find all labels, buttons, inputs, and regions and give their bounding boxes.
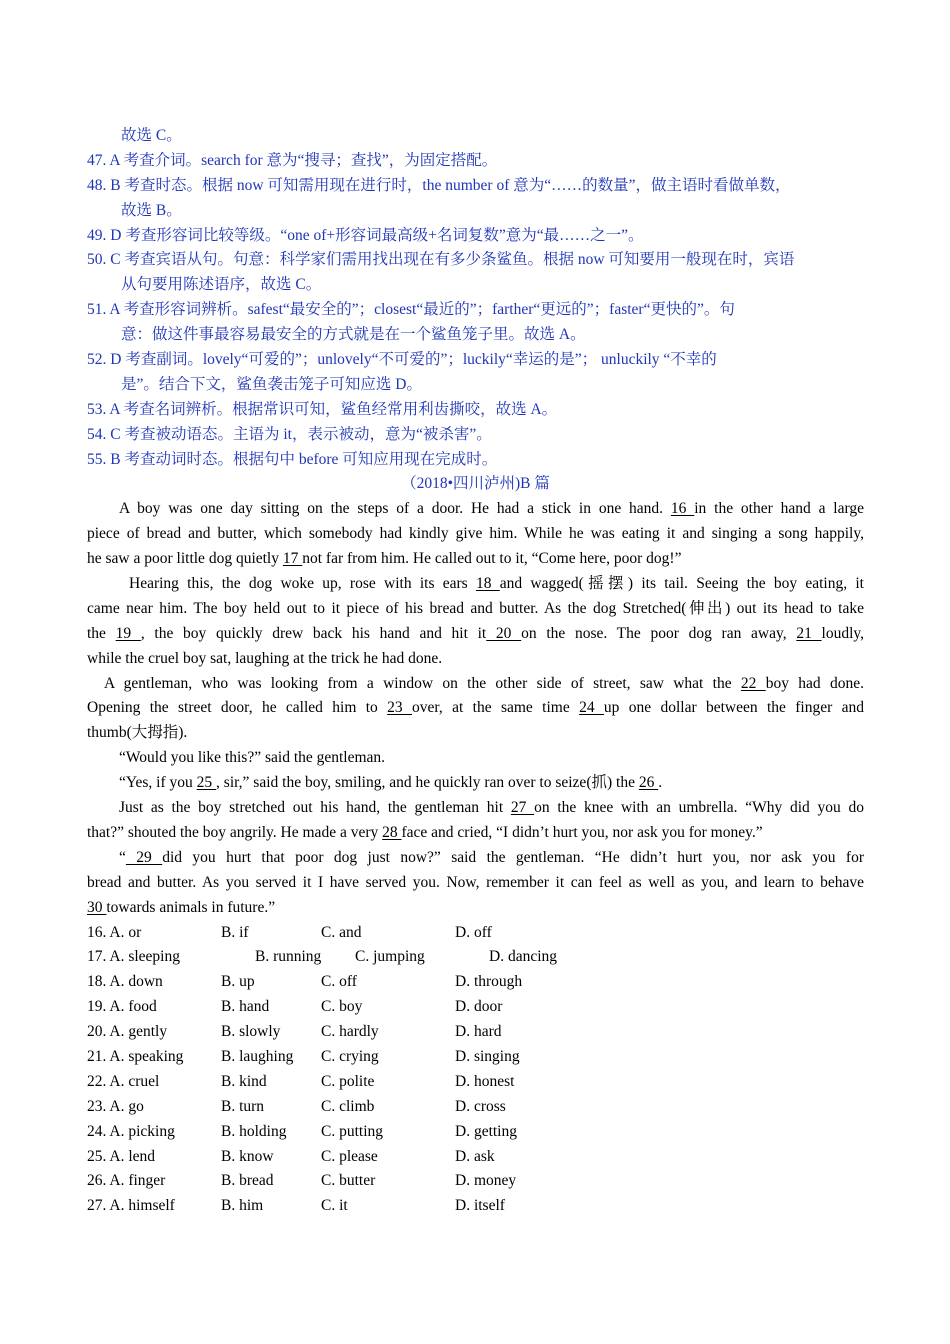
passage-text: A boy was one day sitting on the steps of a door. He had a stick in one hand. — [119, 500, 671, 518]
option-text: 20. A. gently — [87, 1023, 168, 1041]
option-text: D. honest — [455, 1072, 515, 1090]
blank-26: 26 — [638, 774, 659, 792]
passage-text: did you hurt that poor dog just now?” said the gentleman. “He didn’t hurt you, nor ask you for — [162, 848, 864, 866]
passage-text: in the other hand a large — [694, 500, 864, 518]
options-row — [87, 1120, 864, 1145]
blank-19: 19 — [115, 624, 141, 642]
blank-29: 29 — [125, 848, 163, 866]
answer-54: 54. C 考查被动语态。主语为 it，表示被动，意为“被杀害”。 — [87, 425, 492, 443]
answer-50-line2: 从句要用陈述语序，故选 C。 — [121, 276, 322, 294]
passage-text: A gentleman, who was looking from a window on the other side of street, saw what the — [104, 674, 741, 692]
options-row — [87, 1194, 864, 1219]
passage-line — [87, 672, 864, 697]
passage-text: “Yes, if you — [119, 774, 197, 792]
blank-21: 21 — [796, 624, 822, 642]
answer-47: 47. A 考查介词。search for 意为“搜寻；查找”，为固定搭配。 — [87, 151, 498, 169]
answer-50-line1: 50. C 考查宾语从句。句意：科学家们需用找出现在有多少条鲨鱼。根据 now 可知要用一般现在时，宾语 — [87, 251, 795, 269]
answer-51-line1: 51. A 考查形容词辨析。safest“最安全的”；closest“最近的”；farther“更远的”；faster“更快的”。句 — [87, 301, 735, 319]
option-text: C. boy — [321, 998, 363, 1016]
option-text: B. him — [221, 1197, 264, 1215]
options-row — [87, 995, 864, 1020]
passage-line — [87, 821, 864, 846]
option-text: 22. A. cruel — [87, 1072, 160, 1090]
option-text: D. singing — [455, 1047, 520, 1065]
option-text: B. if — [221, 923, 249, 941]
option-text: 17. A. sleeping — [87, 948, 180, 966]
option-text: 18. A. down — [87, 973, 163, 991]
blank-18: 18 — [475, 575, 500, 593]
option-text: 19. A. food — [87, 998, 157, 1016]
option-text: B. turn — [221, 1097, 265, 1115]
answer-46-tail: 故选 C。 — [121, 127, 182, 144]
blank-27: 27 — [510, 799, 535, 817]
blank-23: 23 — [387, 699, 412, 717]
passage-line: while the cruel boy sat, laughing at the trick he had done. — [87, 649, 443, 667]
blank-22: 22 — [740, 674, 766, 692]
options-row — [87, 1095, 864, 1120]
passage-line — [87, 497, 864, 522]
option-text: B. holding — [221, 1122, 287, 1140]
option-text: C. and — [321, 923, 362, 941]
option-text: D. ask — [455, 1147, 495, 1165]
answer-52-line1: 52. D 考查副词。lovely“可爱的”；unlovely“不可爱的”；luckily“幸运的是”； unluckily “不幸的 — [87, 351, 717, 369]
passage-text: loudly, — [821, 624, 864, 642]
section-title: （2018•四川泸州)B 篇 — [401, 475, 550, 493]
option-text: B. running — [255, 948, 322, 966]
option-text: D. off — [455, 923, 492, 941]
passage-line: piece of bread and butter, which somebody had kindly give him. While he was eating it and singing a song happily, — [87, 525, 864, 543]
option-text: 23. A. go — [87, 1097, 144, 1115]
option-text: 25. A. lend — [87, 1147, 156, 1165]
option-text: D. cross — [455, 1097, 506, 1115]
passage-line — [87, 547, 864, 572]
blank-30: 30 — [87, 898, 107, 916]
blank-25: 25 — [196, 774, 217, 792]
passage-text: not far from him. He called out to it, “Come here, poor dog!” — [302, 550, 682, 568]
passage-line — [87, 796, 864, 821]
option-text: C. butter — [321, 1172, 376, 1190]
passage-text: , the boy quickly drew back his hand and hit it — [140, 624, 487, 642]
option-text: C. polite — [321, 1072, 375, 1090]
answer-53: 53. A 考查名词辨析。根据常识可知，鲨鱼经常用利齿撕咬，故选 A。 — [87, 400, 558, 418]
passage-line — [87, 572, 864, 597]
option-text: D. dancing — [489, 948, 558, 966]
passage-line — [87, 696, 864, 721]
blank-16: 16 — [670, 500, 695, 518]
passage-text: “ — [119, 848, 126, 866]
passage-line: bread and butter. As you served it I have served you. Now, remember it can feel as well as you, and learn to behave — [87, 873, 864, 891]
passage-line — [87, 622, 864, 647]
option-text: C. hardly — [321, 1023, 379, 1041]
passage-text: Hearing this, the dog woke up, rose with its ears — [129, 575, 476, 593]
answer-49: 49. D 考查形容词比较等级。“one of+形容词最高级+名词复数”意为“最……之一”。 — [87, 226, 644, 244]
options-row — [87, 921, 864, 946]
answer-48-line1: 48. B 考查时态。根据 now 可知需用现在进行时，the number of 意为“……的数量”，做主语时看做单数， — [87, 176, 791, 194]
option-text: D. door — [455, 998, 503, 1016]
options-row — [87, 945, 864, 970]
option-text: B. kind — [221, 1072, 267, 1090]
answer-52-line2: 是”。结合下文，鲨鱼袭击笼子可知应选 D。 — [121, 375, 422, 393]
option-text: C. please — [321, 1147, 378, 1165]
passage-line — [87, 896, 864, 921]
option-text: C. jumping — [355, 948, 425, 966]
option-text: C. putting — [321, 1122, 384, 1140]
passage-text: on the nose. The poor dog ran away, — [521, 624, 797, 642]
option-text: B. slowly — [221, 1023, 281, 1041]
option-text: B. hand — [221, 998, 270, 1016]
passage-text: Opening the street door, he called him to — [87, 699, 388, 717]
option-text: D. itself — [455, 1197, 505, 1215]
passage-text: towards animals in future.” — [106, 898, 276, 916]
options-row — [87, 1070, 864, 1095]
option-text: D. money — [455, 1172, 517, 1190]
option-text: C. crying — [321, 1047, 379, 1065]
document-page — [87, 124, 864, 1219]
passage-text: . — [658, 774, 663, 792]
passage-line — [87, 771, 864, 796]
options-row — [87, 1145, 864, 1170]
passage-text: face and cried, “I didn’t hurt you, nor ask you for money.” — [401, 823, 763, 841]
option-text: D. hard — [455, 1023, 502, 1041]
blank-28: 28 — [382, 823, 402, 841]
option-text: D. through — [455, 973, 523, 991]
option-text: C. climb — [321, 1097, 375, 1115]
option-text: 24. A. picking — [87, 1122, 175, 1140]
option-text: B. laughing — [221, 1047, 294, 1065]
passage-text: that?” shouted the boy angrily. He made a very — [87, 823, 383, 841]
passage-line: thumb(大拇指). — [87, 724, 188, 742]
answer-51-line2: 意：做这件事最容易最安全的方式就是在一个鲨鱼笼子里。故选 A。 — [121, 326, 586, 344]
option-text: B. bread — [221, 1172, 274, 1190]
passage-text: Just as the boy stretched out his hand, the gentleman hit — [119, 799, 511, 817]
option-text: B. up — [221, 973, 255, 991]
passage-text: , sir,” said the boy, smiling, and he quickly ran over to seize(抓) the — [216, 774, 639, 792]
passage-text: up one dollar between the finger and — [603, 699, 864, 717]
blank-24: 24 — [579, 699, 604, 717]
option-text: B. know — [221, 1147, 274, 1165]
passage-text: on the knee with an umbrella. “Why did you do — [534, 799, 864, 817]
option-text: 27. A. himself — [87, 1197, 175, 1215]
option-text: C. it — [321, 1197, 348, 1215]
option-text: 16. A. or — [87, 923, 142, 941]
option-text: 26. A. finger — [87, 1172, 166, 1190]
options-row — [87, 970, 864, 995]
options-row — [87, 1020, 864, 1045]
passage-text: and wagged(摇摆) its tail. Seeing the boy eating, it — [499, 575, 864, 593]
passage-text: boy had done. — [765, 674, 864, 692]
blank-20: 20 — [486, 624, 522, 642]
option-text: C. off — [321, 973, 357, 991]
passage-text: he saw a poor little dog quietly — [87, 550, 283, 568]
answer-55: 55. B 考查动词时态。根据句中 before 可知应用现在完成时。 — [87, 450, 498, 468]
options-row — [87, 1045, 864, 1070]
passage-text: over, at the same time — [412, 699, 580, 717]
options-row — [87, 1169, 864, 1194]
passage-line: “Would you like this?” said the gentleman. — [119, 749, 386, 767]
passage-line — [87, 846, 864, 871]
answer-48-line2: 故选 B。 — [121, 201, 182, 219]
blank-17: 17 — [282, 550, 303, 568]
option-text: 21. A. speaking — [87, 1047, 184, 1065]
option-text: D. getting — [455, 1122, 517, 1140]
passage-text: the — [87, 624, 116, 642]
passage-line: came near him. The boy held out to it piece of his bread and butter. As the dog Stretched(伸出) out its head to take — [87, 599, 864, 617]
